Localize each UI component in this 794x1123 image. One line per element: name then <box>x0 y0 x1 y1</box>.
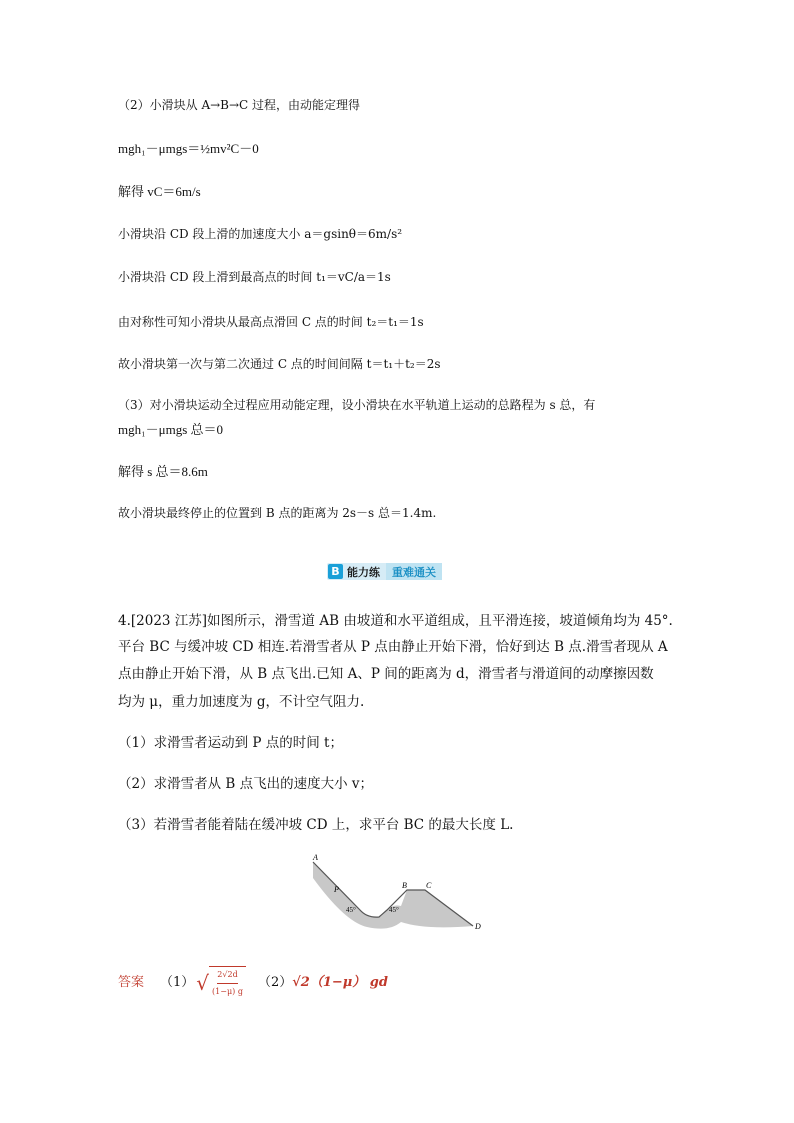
ground-fill <box>313 862 473 929</box>
part3-intro: （3）对小滑块运动全过程应用动能定理，设小滑块在水平轨道上运动的总路程为 s 总，有 <box>118 398 596 412</box>
ski-track-figure <box>305 850 495 935</box>
badge-subtitle: 重难通关 <box>386 563 442 580</box>
label-C: C <box>426 881 432 890</box>
energy-equation-2: mgh₁－μmgs 总＝0 <box>118 422 224 437</box>
time-up-line: 小滑块沿 CD 段上滑到最高点的时间 t₁＝vC/a＝1s <box>118 270 391 284</box>
solve-vc: 解得 vC＝6m/s <box>118 184 201 199</box>
badge-letter: B <box>328 564 343 579</box>
problem-line-1: 4.[2023 江苏]如图所示，滑雪道 AB 由坡道和水平道组成，且平滑连接，坡道倾角均为 45°. <box>118 613 673 629</box>
badge-title: 能力练 <box>347 565 380 579</box>
sqrt-sign-icon: √ <box>196 971 210 995</box>
answer-part1-expr <box>196 966 246 1000</box>
solve-s: 解得 s 总＝8.6m <box>118 464 208 479</box>
angle-left-label: 45° <box>346 906 356 914</box>
answer-row <box>118 966 388 1000</box>
question-1: （1）求滑雪者运动到 P 点的时间 t； <box>118 735 343 751</box>
time-down-line: 由对称性可知小滑块从最高点滑回 C 点的时间 t₂＝t₁＝1s <box>118 315 424 329</box>
answer-part2-tag: （2） <box>257 975 293 990</box>
answer-label: 答案 <box>118 975 145 990</box>
acceleration-line: 小滑块沿 CD 段上滑的加速度大小 a＝gsinθ＝6m/s² <box>118 227 403 241</box>
answer-part1-tag: （1） <box>160 975 195 990</box>
problem-line-2: 平台 BC 与缓冲坡 CD 相连.若滑雪者从 P 点由静止开始下滑，恰好到达 B 点.滑雪者现从 A <box>118 639 668 655</box>
interval-line: 故小滑块第一次与第二次通过 C 点的时间间隔 t＝t₁＋t₂＝2s <box>118 357 441 371</box>
answer-part2-expr: √2（1−μ） gd <box>292 975 388 990</box>
label-B: B <box>402 881 407 890</box>
question-3: （3）若滑雪者能着陆在缓冲坡 CD 上，求平台 BC 的最大长度 L. <box>118 817 514 833</box>
label-A: A <box>313 853 318 862</box>
question-2: （2）求滑雪者从 B 点飞出的速度大小 v； <box>118 776 374 792</box>
problem-line-3: 点由静止开始下滑，从 B 点飞出.已知 A、P 间的距离为 d，滑雪者与滑道间的动摩擦因数 <box>118 666 654 682</box>
final-distance-line: 故小滑块最终停止的位置到 B 点的距离为 2s－s 总＝1.4m. <box>118 506 437 520</box>
part2-intro: （2）小滑块从 A→B→C 过程，由动能定理得 <box>118 98 361 112</box>
problem-line-4: 均为 μ，重力加速度为 g，不计空气阻力. <box>118 694 365 710</box>
energy-equation-1: mgh₁－μmgs＝½mv²C－0 <box>118 141 259 156</box>
label-D: D <box>475 922 481 931</box>
answer-part1-numerator: 2√2d <box>217 967 237 984</box>
label-P: P <box>334 885 339 894</box>
section-badge <box>327 563 442 580</box>
answer-part1-denominator: (1−μ) g <box>212 987 243 996</box>
angle-right-label: 45° <box>389 906 399 914</box>
